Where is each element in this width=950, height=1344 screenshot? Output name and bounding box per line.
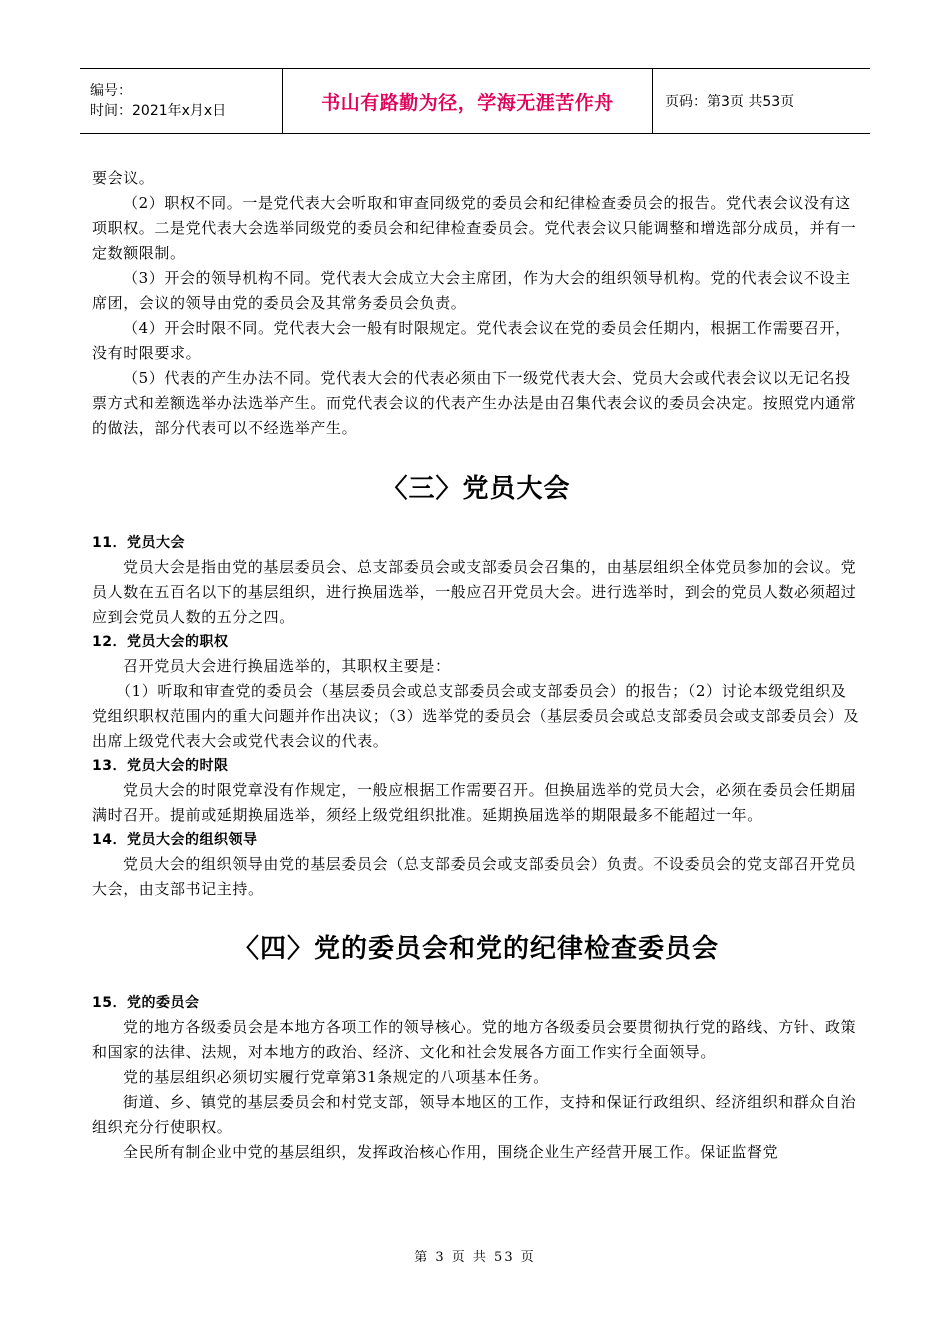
item-heading: 14．党员大会的组织领导: [92, 832, 258, 848]
paragraph: （5）代表的产生办法不同。党代表大会的代表必须由下一级党代表大会、党员大会或代表会议以无记名投票方式和差额选举办法选举产生。而党代表会议的代表产生办法是由召集代表会议的委员会决定。按照党内通常的做法，部分代表可以不经选举产生。: [92, 369, 857, 437]
document-body: [92, 166, 860, 1165]
paragraph: 党的基层组织必须切实履行党章第31条规定的八项基本任务。: [123, 1068, 549, 1086]
header-motto-cell: [283, 69, 653, 133]
header-motto: 书山有路勤为径，学海无涯苦作舟: [321, 91, 614, 114]
header-meta: [80, 69, 283, 133]
section-title: 〈三〉党员大会: [381, 474, 571, 504]
paragraph: 党员大会是指由党的基层委员会、总支部委员会或支部委员会召集的，由基层组织全体党员参加的会议。党员人数在五百名以下的基层组织，进行换届选举，一般应召开党员大会。进行选举时，到会的党员人数必须超过应到会党员人数的五分之四。: [92, 558, 857, 626]
item-heading: 13．党员大会的时限: [92, 758, 229, 774]
item-heading: 11．党员大会: [92, 535, 185, 551]
paragraph: 要会议。: [92, 169, 155, 187]
paragraph: （2）职权不同。一是党代表大会听取和审查同级党的委员会和纪律检查委员会的报告。党代表会议没有这项职权。二是党代表大会选举同级党的委员会和纪律检查委员会。党代表会议只能调整和增选部分成员，并有一定数额限制。: [92, 194, 857, 262]
page-footer: 第 3 页 共 53 页: [414, 1250, 536, 1265]
paragraph: 召开党员大会进行换届选举的，其职权主要是：: [123, 657, 451, 675]
item-heading: 12．党员大会的职权: [92, 634, 229, 650]
page-header: [80, 68, 870, 134]
paragraph: （1）听取和审查党的委员会（基层委员会或总支部委员会或支部委员会）的报告；（2）讨论本级党组织及党组织职权范围内的重大问题并作出决议；（3）选举党的委员会（基层委员会或总支部委员会或支部委员会）及出席上级党代表大会或党代表会议的代表。: [92, 682, 860, 750]
header-page-info: 页码：第3页 共53页: [665, 94, 795, 110]
paragraph: 党员大会的时限党章没有作规定，一般应根据工作需要召开。但换届选举的党员大会，必须在委员会任期届满时召开。提前或延期换届选举，须经上级党组织批准。延期换届选举的期限最多不能超过一年。: [92, 781, 857, 824]
item-heading: 15．党的委员会: [92, 995, 200, 1011]
paragraph: （4）开会时限不同。党代表大会一般有时限规定。党代表会议在党的委员会任期内，根据工作需要召开，没有时限要求。: [92, 319, 851, 362]
section-title: 〈四〉党的委员会和党的纪律检查委员会: [232, 934, 719, 964]
paragraph: 全民所有制企业中党的基层组织，发挥政治核心作用，围绕企业生产经营开展工作。保证监督党: [123, 1143, 779, 1161]
time-label: 时间：2021年x月x日: [90, 103, 227, 119]
paragraph: （3）开会的领导机构不同。党代表大会成立大会主席团，作为大会的组织领导机构。党的代表会议不设主席团，会议的领导由党的委员会及其常务委员会负责。: [92, 269, 851, 312]
number-label: 编号：: [90, 83, 132, 99]
paragraph: 党的地方各级委员会是本地方各项工作的领导核心。党的地方各级委员会要贯彻执行党的路线、方针、政策和国家的法律、法规，对本地方的政治、经济、文化和社会发展各方面工作实行全面领导。: [92, 1018, 857, 1061]
paragraph: 街道、乡、镇党的基层委员会和村党支部，领导本地区的工作，支持和保证行政组织、经济组织和群众自治组织充分行使职权。: [92, 1093, 857, 1136]
paragraph: 党员大会的组织领导由党的基层委员会（总支部委员会或支部委员会）负责。不设委员会的党支部召开党员大会，由支部书记主持。: [92, 855, 857, 898]
